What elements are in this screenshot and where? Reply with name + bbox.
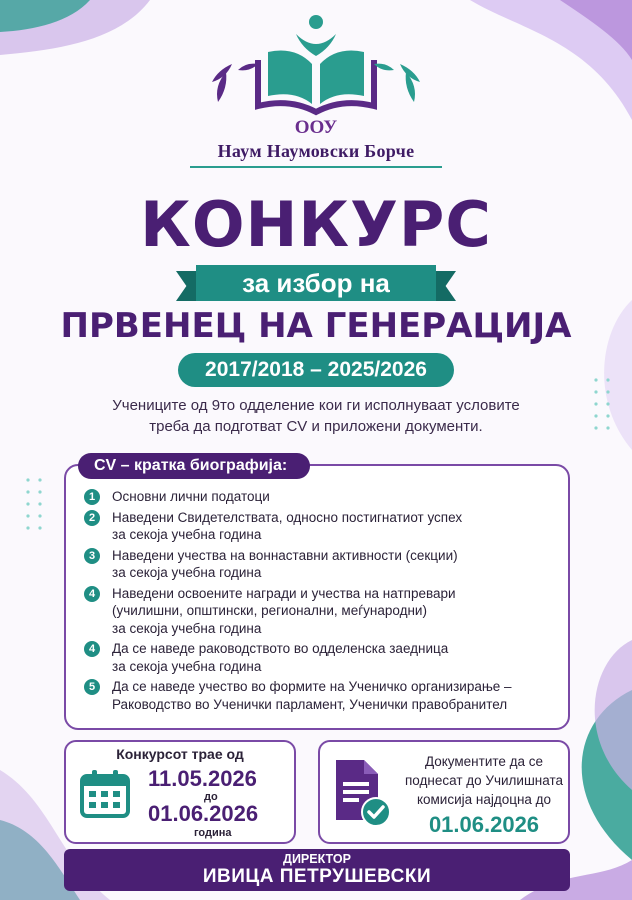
school-underline: [190, 166, 442, 168]
number-badge: 4: [84, 641, 100, 657]
deadline-line-3: комисија најдоцна до: [416, 792, 552, 807]
calendar-icon: [80, 768, 132, 820]
number-badge: 2: [84, 510, 100, 526]
deadline-date: 01.06.2026: [428, 812, 540, 837]
year-word: година: [194, 827, 232, 839]
intro-text: [60, 395, 572, 437]
years-badge: 2017/2018 – 2025/2026: [178, 353, 454, 387]
number-badge: 4: [84, 586, 100, 602]
page-title: КОНКУРС: [140, 188, 492, 261]
ribbon-label: за избор на: [196, 265, 436, 301]
school-abbreviation: ООУ: [294, 117, 338, 138]
intro-line-1: Учениците од 9то одделение кои ги исполнуваат условите: [112, 397, 520, 414]
list-item-line: за секоја учебна година: [112, 658, 262, 674]
document-check-icon: [330, 758, 394, 830]
director-bar: [64, 849, 570, 891]
deadline-line-2: поднесат до Училишната: [405, 773, 563, 788]
list-item-line: Наведени учества на воннаставни активности (секции): [112, 547, 458, 563]
list-item: [84, 488, 564, 506]
list-item-line: Раководство во Ученички парламент, Ученички правобранител: [112, 696, 508, 712]
list-item-line: Наведени Свидетелствата, односно постигнатиот успех: [112, 509, 463, 525]
intro-line-2: треба да подготват CV и приложени документи.: [149, 418, 483, 435]
list-item: [84, 585, 564, 638]
list-item: [84, 547, 564, 582]
director-name: ИВИЦА ПЕТРУШЕВСКИ: [202, 866, 432, 887]
cv-heading: CV – кратка биографија:: [78, 453, 310, 479]
list-item-line: Да се наведе учество во формите на Ученичко организирање –: [112, 679, 512, 694]
deadline-text: [404, 752, 564, 809]
list-item: [84, 678, 564, 713]
list-item-line: за секоја учебна година: [112, 527, 262, 542]
number-badge: 3: [84, 548, 100, 564]
list-item-line: за секоја учебна година: [112, 565, 262, 580]
list-item: [84, 640, 564, 675]
list-item-line: Основни лични податоци: [112, 489, 270, 504]
end-date: 01.06.2026: [148, 801, 259, 826]
list-item-line: Наведени освоените награди и учества на натпревари: [112, 585, 456, 601]
start-date: 11.05.2026: [148, 766, 257, 791]
director-label: ДИРЕКТОР: [283, 852, 351, 866]
cv-list: [84, 488, 564, 716]
deadline-line-1: Документите да се: [424, 754, 544, 769]
duration-label: Конкурсот трае од: [116, 746, 244, 762]
deadline-box: [318, 740, 570, 844]
list-item: [84, 509, 564, 544]
list-item-line: Да се наведе раководството во одделенска заедница: [112, 641, 449, 656]
list-item-line: за секоја учебна година: [112, 620, 262, 636]
school-logo: [0, 12, 632, 122]
school-name: Наум Наумовски Борче: [217, 141, 415, 161]
to-word: до: [204, 791, 218, 803]
number-badge: 1: [84, 489, 100, 505]
duration-box: [64, 740, 296, 844]
subtitle: ПРВЕНЕЦ НА ГЕНЕРАЦИЈА: [60, 306, 572, 346]
number-badge: 5: [84, 679, 100, 695]
list-item-line: (училишни, општински, регионални, меѓународни): [112, 603, 427, 618]
